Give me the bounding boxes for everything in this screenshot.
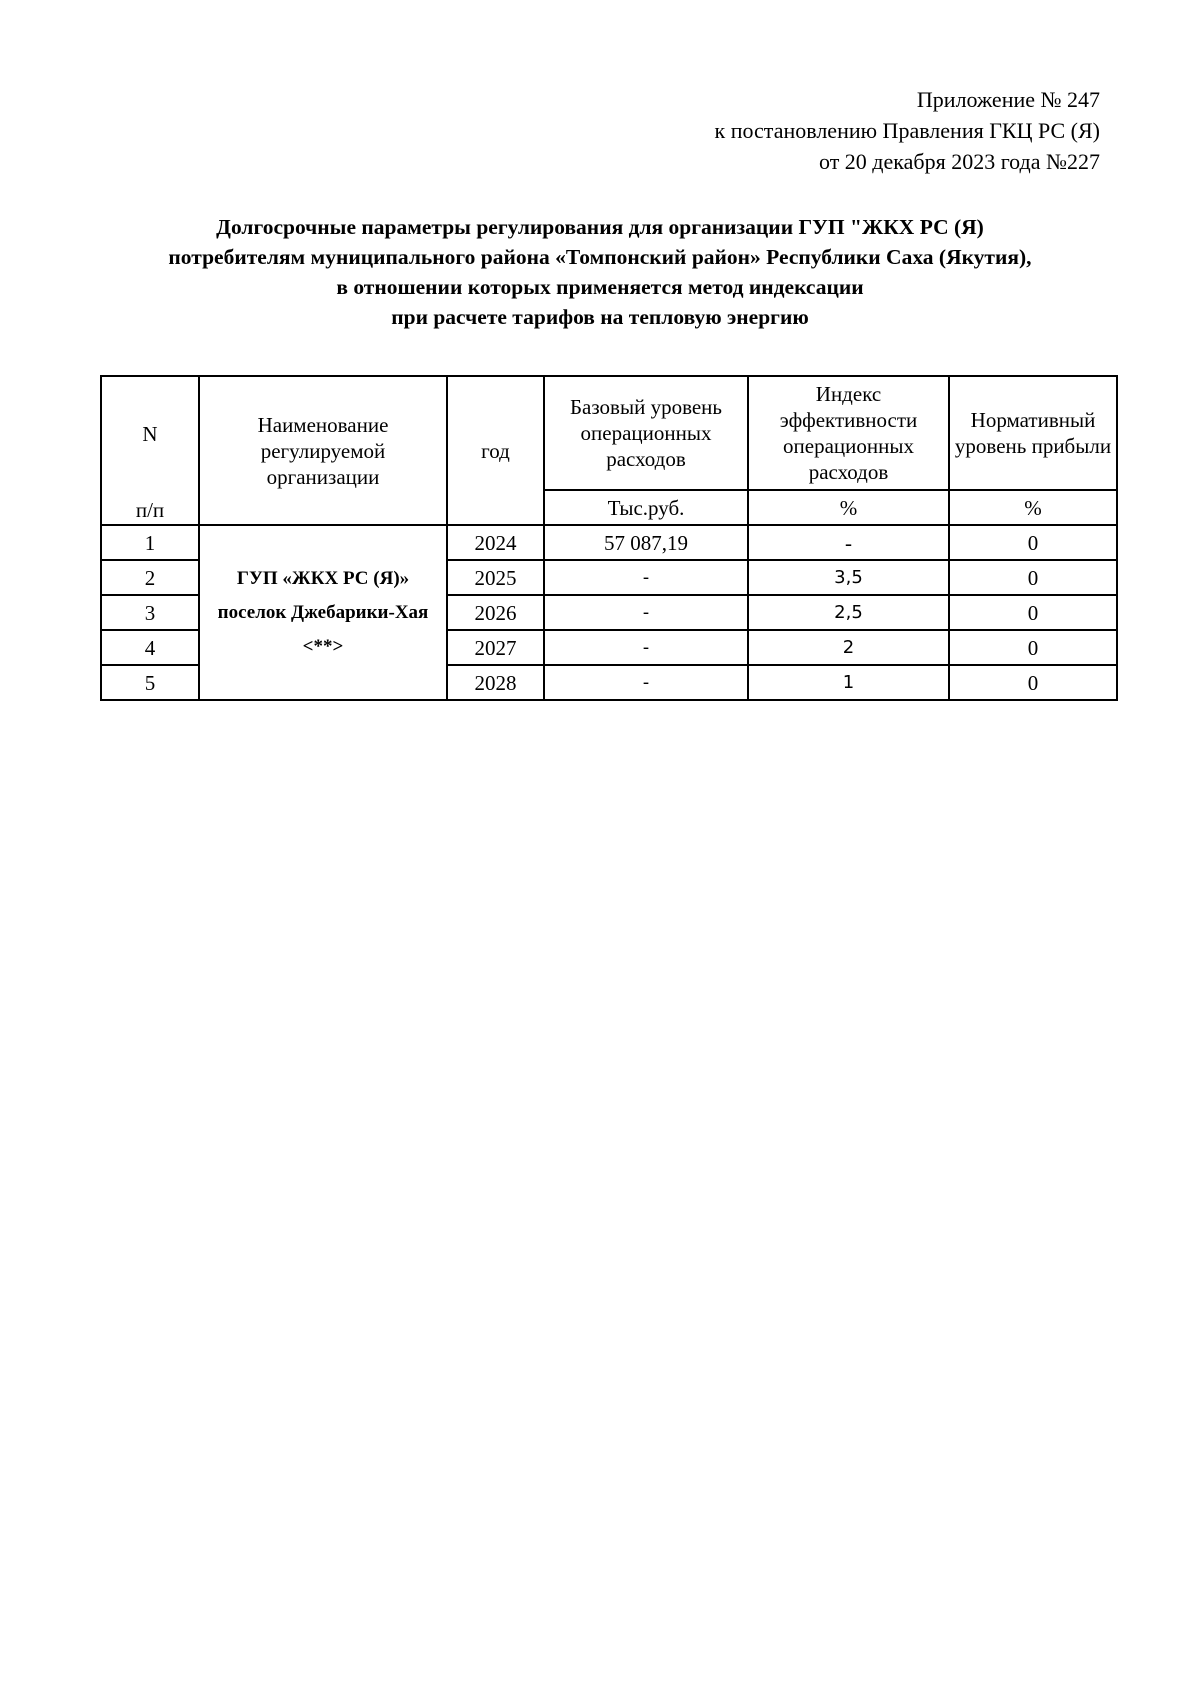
cell-profit-level: 0 — [949, 595, 1117, 630]
header-number-sublabel: п/п — [135, 497, 165, 522]
table-row — [101, 525, 1117, 560]
organization-name: ГУП «ЖКХ РС (Я)» — [236, 567, 410, 589]
cell-number: 2 — [101, 560, 199, 595]
cell-year: 2028 — [447, 665, 544, 700]
cell-efficiency-index: 2 — [748, 630, 949, 665]
unit-efficiency-index: % — [748, 490, 949, 525]
document-title — [100, 212, 1100, 332]
header-year: год — [447, 376, 544, 525]
cell-profit-level: 0 — [949, 630, 1117, 665]
appendix-resolution: к постановлению Правления ГКЦ РС (Я) — [714, 118, 1100, 143]
unit-profit-level: % — [949, 490, 1117, 525]
cell-base-level: - — [544, 595, 748, 630]
cell-year: 2026 — [447, 595, 544, 630]
header-efficiency-index: Индекс эффективности операционных расходов — [748, 376, 949, 490]
cell-year: 2025 — [447, 560, 544, 595]
cell-efficiency-index: 3,5 — [748, 560, 949, 595]
header-base-level: Базовый уровень операционных расходов — [544, 376, 748, 490]
cell-number: 1 — [101, 525, 199, 560]
title-line-4: при расчете тарифов на тепловую энергию — [391, 305, 809, 329]
cell-profit-level: 0 — [949, 560, 1117, 595]
header-number — [101, 376, 199, 525]
unit-base-level: Тыс.руб. — [544, 490, 748, 525]
cell-base-level: - — [544, 630, 748, 665]
parameters-table — [100, 375, 1118, 701]
cell-year: 2024 — [447, 525, 544, 560]
cell-number: 4 — [101, 630, 199, 665]
cell-base-level: - — [544, 560, 748, 595]
cell-organization — [199, 525, 447, 700]
table-header-row — [101, 376, 1117, 490]
cell-profit-level: 0 — [949, 525, 1117, 560]
cell-efficiency-index: - — [748, 525, 949, 560]
cell-base-level: - — [544, 665, 748, 700]
cell-profit-level: 0 — [949, 665, 1117, 700]
header-profit-level: Нормативный уровень прибыли — [949, 376, 1117, 490]
appendix-number: Приложение № 247 — [916, 87, 1100, 112]
title-line-3: в отношении которых применяется метод индексации — [336, 275, 864, 299]
header-organization: Наименование регулируемой организации — [199, 376, 447, 525]
cell-number: 3 — [101, 595, 199, 630]
appendix-date: от 20 декабря 2023 года №227 — [818, 149, 1100, 174]
cell-efficiency-index: 2,5 — [748, 595, 949, 630]
cell-year: 2027 — [447, 630, 544, 665]
title-line-1: Долгосрочные параметры регулирования для организации ГУП "ЖКХ РС (Я) — [216, 215, 984, 239]
appendix-reference — [715, 84, 1100, 177]
cell-efficiency-index: 1 — [748, 665, 949, 700]
title-line-2: потребителям муниципального района «Томпонский район» Республики Саха (Якутия), — [168, 245, 1032, 269]
organization-note-mark: <**> — [302, 635, 344, 657]
header-number-label: N — [142, 421, 158, 446]
cell-number: 5 — [101, 665, 199, 700]
cell-base-level: 57 087,19 — [544, 525, 748, 560]
organization-locality: поселок Джебарики-Хая — [217, 601, 429, 623]
